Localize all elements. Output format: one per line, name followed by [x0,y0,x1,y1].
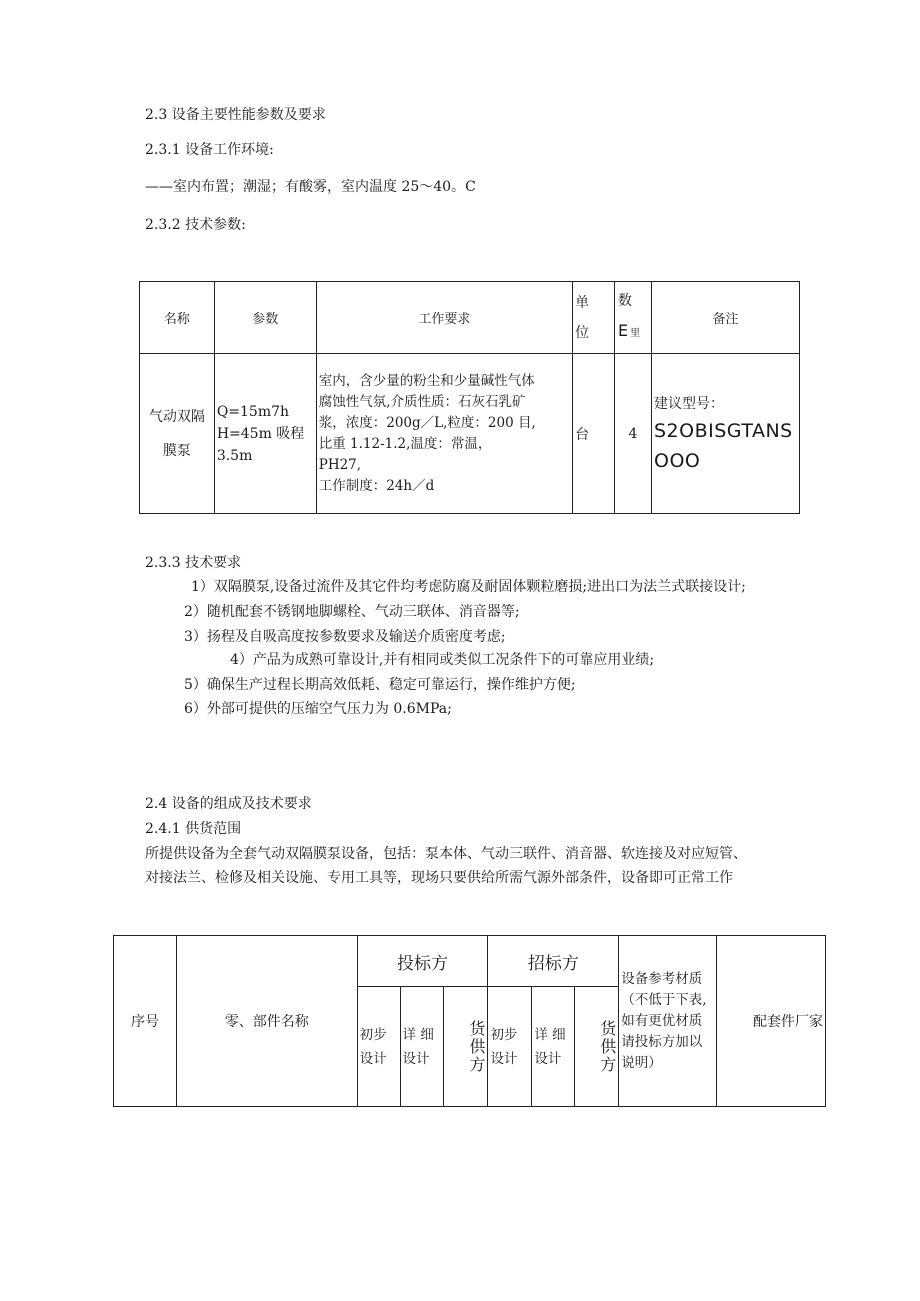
material-line-3: 如有更优材质 [621,1012,703,1029]
tech-req-heading: 2.3.3 技术要求 [145,555,242,571]
tech-req-item-1: 1）双隔膜泵,设备过流件及其它件均考虑防腐及耐固体颗粒磨损;进出口为法兰式联接设计; [191,579,746,595]
bidder-detail-bottom: 设计 [402,1050,430,1067]
tech-req-item-3: 3）扬程及自吸高度按参数要求及输送介质密度考虑; [184,629,506,645]
env-text: ——室内布置；潮湿；有酸雾，室内温度 25～40。C [145,179,476,195]
tech-params-heading: 2.3.2 技术参数: [145,217,246,233]
tenderer-prelim-top: 初步 [490,1026,518,1043]
supply-line-1: 所提供设备为全套气动双隔膜泵设备，包括：泵本体、气动三联件、消音器、软连接及对应短管、 [145,846,747,862]
header-work-req: 工作要求 [316,282,572,354]
tenderer-detail-top: 详 细 [534,1026,566,1043]
tenderer-header: 招标方 [488,936,619,987]
supply-heading: 2.4.1 供货范围 [145,821,242,837]
bidder-supplier-label: 货供方 [469,1018,486,1074]
param-table-header-row [140,282,800,354]
header-qty-e: E [618,321,629,340]
remark-model-line1: S2OBISGTANS [653,419,793,442]
req-line-6: 工作制度：24h／d [318,477,435,494]
parts-name-header: 零、部件名称 [176,936,357,1107]
bidder-prelim-bottom: 设计 [359,1050,387,1067]
tenderer-supplier [575,987,619,1107]
req-line-4: 比重 1.12-1.2,温度：常温， [318,435,492,452]
parts-seq-header: 序号 [114,936,177,1107]
tech-req-item-4: 4）产品为成熟可靠设计,并有相同或类似工况条件下的可靠应用业绩; [230,652,655,668]
material-line-4: 请投标方加以 [621,1033,703,1050]
bidder-prelim-top: 初步 [359,1026,387,1043]
bidder-detail-top: 详 细 [402,1026,434,1043]
tenderer-prelim-bottom: 设计 [490,1050,518,1067]
material-header [619,936,717,1107]
parts-table [113,935,826,1107]
param-line-1: Q=15m7h [216,403,290,420]
material-line-5: 说明） [621,1054,662,1071]
tech-req-item-6: 6）外部可提供的压缩空气压力为 0.6MPa; [184,701,452,717]
env-heading: 2.3.1 设备工作环境: [145,142,274,158]
tenderer-detail-bottom: 设计 [534,1050,562,1067]
vendor-header: 配套件厂家 [717,936,826,1107]
bidder-prelim [357,987,400,1107]
tech-req-item-2: 2）随机配套不锈钢地脚螺栓、气动三联体、消音器等; [184,604,520,620]
material-line-1: 设备参考材质 [621,970,703,987]
material-line-2: （不低于下表, [621,991,707,1008]
section-2-4-heading: 2.4 设备的组成及技术要求 [145,796,312,812]
req-line-2: 腐蚀性气氛,介质性质：石灰石乳矿 [318,393,526,410]
bidder-header: 投标方 [357,936,488,987]
param-line-2: H=45m 吸程 [216,425,305,442]
header-unit-bottom: 位 [575,324,590,341]
remark-label: 建议型号： [653,395,724,412]
req-line-1: 室内，含少量的粉尘和少量碱性气体 [318,372,535,389]
cell-remark [651,354,799,514]
cell-unit: 台 [573,354,615,514]
tech-req-item-5: 5）确保生产过程长期高效低耗、稳定可靠运行，操作维护方便; [184,677,576,693]
param-line-3: 3.5m [216,447,253,464]
param-table [139,281,800,514]
header-qty-li: 里 [630,328,641,339]
req-line-3: 浆，浓度：200g／L,粒度：200 目, [318,414,536,431]
tenderer-detail [532,987,575,1107]
bidder-supplier [444,987,488,1107]
header-unit-top: 单 [575,294,590,311]
req-line-5: PH27, [318,456,362,473]
header-param: 参数 [214,282,316,354]
header-name: 名称 [140,282,215,354]
cell-qty: 4 [615,354,652,514]
header-remark: 备注 [651,282,799,354]
header-unit [573,282,615,354]
cell-param [214,354,316,514]
bidder-detail [400,987,444,1107]
tenderer-prelim [488,987,532,1107]
remark-model-line2: OOO [653,449,701,472]
param-table-row [140,354,800,514]
supply-line-2: 对接法兰、检修及相关设施、专用工具等，现场只要供给所需气源外部条件，设备即可正常工作 [145,870,733,886]
tenderer-supplier-label: 货供方 [600,1018,617,1074]
cell-name-line1: 气动双隔 [148,408,205,425]
cell-work-req [316,354,572,514]
section-2-3-heading: 2.3 设备主要性能参数及要求 [145,107,326,123]
header-qty-top: 数 [618,293,633,309]
cell-name-line2: 膜泵 [162,442,191,459]
cell-name [140,354,215,514]
header-qty [615,282,652,354]
